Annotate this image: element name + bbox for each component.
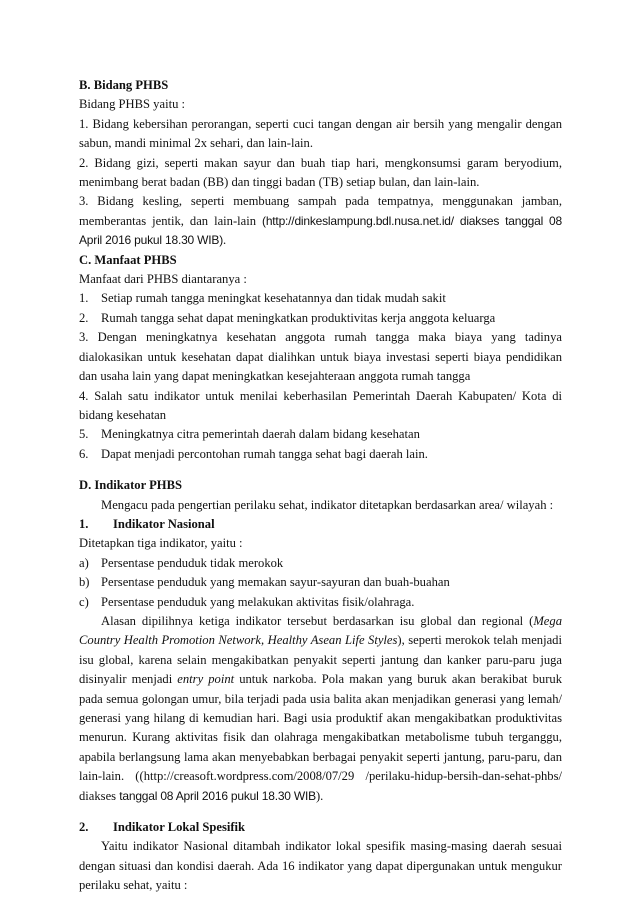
subsection-1-heading: 1. Indikator Nasional (79, 516, 215, 531)
section-b-heading: B. Bidang PHBS (79, 78, 169, 92)
section-b-item: 3. Bidang kesling, seperti membuang sampah pada tempatnya, menggunakan jamban, memberantas jentik, dan lain-lain (http://dinkeslampung.bdl.nusa.net.id/ diakses tanggal 08 April 2016 pukul 18.30 WIB). (79, 194, 562, 248)
list-item: a) Persentase penduduk tidak merokok (79, 555, 284, 570)
section-d-heading: D. Indikator PHBS (79, 478, 182, 493)
section-d-intro: Mengacu pada pengertian perilaku sehat, indikator ditetapkan berdasarkan area/ wilayah : (101, 497, 554, 512)
subsection-2-heading: 2. Indikator Lokal Spesifik (79, 820, 246, 835)
list-item: 2. Rumah tangga sehat dapat meningkatkan produktivitas kerja anggota keluarga (79, 310, 496, 325)
source-citation: tanggal 08 April 2016 pukul 18.30 WIB (119, 788, 316, 803)
subsection-2-paragraph: Yaitu indikator Nasional ditambah indikator lokal spesifik masing-masing daerah sesuai dengan situasi dan kondisi daerah. Ada 16 indikator yang dapat dipergunakan untuk mengukur perilaku sehat, yaitu : (79, 839, 562, 893)
section-c-heading: C. Manfaat PHBS (79, 252, 177, 267)
section-c-intro: Manfaat dari PHBS diantaranya : (79, 272, 247, 287)
list-item: 6. Dapat menjadi percontohan rumah tangga sehat bagi daerah lain. (79, 446, 428, 461)
list-item: 5. Meningkatnya citra pemerintah daerah dalam bidang kesehatan (79, 427, 420, 442)
subsection-1-paragraph: Alasan dipilihnya ketiga indikator tersebut berdasarkan isu global dan regional (Mega Country Health Promotion Network, Healthy Asean Life Styles), seperti merokok telah menjadi isu global, karena selain mengakibatkan penyakit seperti jantung dan kanker paru-paru juga disinyalir menjadi entry point untuk narkoba. Pola makan yang buruk akan berakibat buruk pada semua golongan umur, bila terjadi pada usia balita akan menjadikan generasi yang lemah/ generasi yang hilang di kemudian hari. Bagi usia produktif akan mengakibatkan produktivitas menurun. Kurang aktivitas fisik dan olahraga mengakibatkan metabolisme tubuh terganggu, apabila berlangsung lama akan menyebabkan berbagai penyakit seperti jantung, paru-paru, dan lain-lain. ((http://creasoft.wordpress.com/2008/07/29 /perilaku-hidup-bersih-dan-sehat-phbs/ diakses tanggal 08 April 2016 pukul 18.30 WIB). (79, 613, 562, 803)
source-citation: (http://dinkeslampung.bdl.nusa.net.id/ diakses tanggal 08 April 2016 pukul 18.30 WIB) (79, 213, 562, 248)
list-item: b) Persentase penduduk yang memakan sayur-sayuran dan buah-buahan (79, 575, 450, 590)
list-item: 1. Setiap rumah tangga meningkat kesehatannya dan tidak mudah sakit (79, 291, 446, 306)
list-item: 3. Dengan meningkatnya kesehatan anggota rumah tangga maka biaya yang tadinya dialokasikan untuk kesehatan dapat dialihkan untuk biaya investasi seperti biaya pendidikan dan usaha lain yang dapat meningkatkan kesejahteraan anggota rumah tangga (79, 330, 562, 384)
list-item: 4. Salah satu indikator untuk menilai keberhasilan Pemerintah Daerah Kabupaten/ Kota di bidang kesehatan (79, 388, 562, 422)
section-b-intro: Bidang PHBS yaitu : (79, 97, 186, 112)
document-page (79, 76, 562, 896)
section-b-item: 1. Bidang kebersihan perorangan, seperti cuci tangan dengan air bersih yang mengalir dengan sabun, mandi minimal 2x sehari, dan lain-lain. (79, 116, 562, 151)
list-item: c) Persentase penduduk yang melakukan aktivitas fisik/olahraga. (79, 594, 415, 609)
subsection-1-intro: Ditetapkan tiga indikator, yaitu : (79, 536, 243, 551)
section-b-item: 2. Bidang gizi, seperti makan sayur dan buah tiap hari, mengkonsumsi garam beryodium, menimbang berat badan (BB) dan tinggi badan (TB) setiap bulan, dan lain-lain. (79, 155, 562, 190)
